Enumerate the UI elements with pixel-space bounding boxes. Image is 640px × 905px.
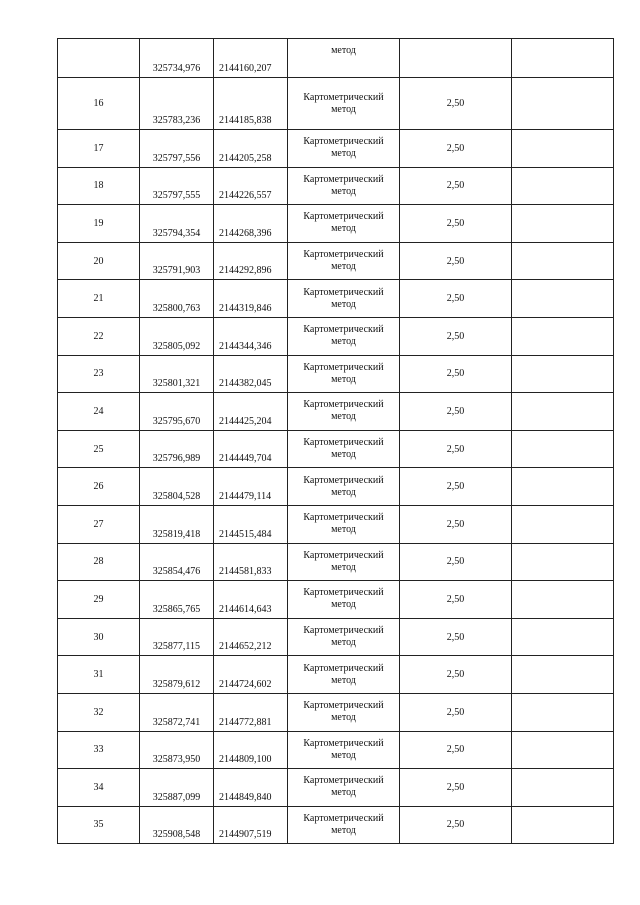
point-number-cell: 34 [58,769,140,807]
point-number-cell: 24 [58,393,140,431]
x-coordinate-cell: 325805,092 [140,317,214,355]
y-coordinate-cell: 2144614,643 [214,581,288,619]
table-row [58,505,614,543]
note-cell [512,581,614,619]
table-row [58,656,614,694]
table-row [58,769,614,807]
accuracy-cell: 2,50 [400,769,512,807]
accuracy-cell: 2,50 [400,693,512,731]
accuracy-cell: 2,50 [400,806,512,844]
x-coordinate-cell: 325877,115 [140,618,214,656]
x-coordinate-cell: 325734,976 [140,39,214,78]
accuracy-cell: 2,50 [400,242,512,280]
point-number-cell: 20 [58,242,140,280]
note-cell [512,543,614,581]
method-cell: Картометрический метод [288,242,400,280]
table-row [58,468,614,506]
point-number-cell: 27 [58,505,140,543]
y-coordinate-cell: 2144185,838 [214,78,288,130]
y-coordinate-cell: 2144772,881 [214,693,288,731]
method-cell: Картометрический метод [288,769,400,807]
y-coordinate-cell: 2144344,346 [214,317,288,355]
method-cell: Картометрический метод [288,393,400,431]
method-cell: Картометрический метод [288,280,400,318]
table-row [58,205,614,243]
method-cell: Картометрический метод [288,581,400,619]
method-cell: Картометрический метод [288,731,400,769]
point-number-cell [58,39,140,78]
x-coordinate-cell: 325801,321 [140,355,214,393]
y-coordinate-cell: 2144849,840 [214,769,288,807]
accuracy-cell: 2,50 [400,618,512,656]
table-row [58,543,614,581]
note-cell [512,769,614,807]
note-cell [512,468,614,506]
point-number-cell: 33 [58,731,140,769]
accuracy-cell: 2,50 [400,581,512,619]
table-row [58,618,614,656]
table-row [58,393,614,431]
table-row [58,130,614,168]
coordinates-table [57,38,614,844]
accuracy-cell: 2,50 [400,205,512,243]
method-cell: Картометрический метод [288,430,400,468]
x-coordinate-cell: 325791,903 [140,242,214,280]
note-cell [512,393,614,431]
y-coordinate-cell: 2144160,207 [214,39,288,78]
table-row [58,731,614,769]
method-cell: Картометрический метод [288,693,400,731]
point-number-cell: 26 [58,468,140,506]
table-row [58,806,614,844]
y-coordinate-cell: 2144581,833 [214,543,288,581]
point-number-cell: 28 [58,543,140,581]
method-cell: метод [288,39,400,78]
accuracy-cell: 2,50 [400,731,512,769]
y-coordinate-cell: 2144205,258 [214,130,288,168]
y-coordinate-cell: 2144226,557 [214,167,288,205]
point-number-cell: 22 [58,317,140,355]
note-cell [512,205,614,243]
y-coordinate-cell: 2144292,896 [214,242,288,280]
point-number-cell: 32 [58,693,140,731]
x-coordinate-cell: 325872,741 [140,693,214,731]
method-cell: Картометрический метод [288,205,400,243]
table-row [58,693,614,731]
note-cell [512,242,614,280]
accuracy-cell: 2,50 [400,430,512,468]
point-number-cell: 16 [58,78,140,130]
y-coordinate-cell: 2144809,100 [214,731,288,769]
x-coordinate-cell: 325797,556 [140,130,214,168]
accuracy-cell: 2,50 [400,543,512,581]
table-row [58,581,614,619]
note-cell [512,505,614,543]
y-coordinate-cell: 2144268,396 [214,205,288,243]
y-coordinate-cell: 2144907,519 [214,806,288,844]
note-cell [512,806,614,844]
x-coordinate-cell: 325783,236 [140,78,214,130]
coordinates-table-body [58,39,614,844]
note-cell [512,731,614,769]
accuracy-cell: 2,50 [400,355,512,393]
method-cell: Картометрический метод [288,78,400,130]
point-number-cell: 17 [58,130,140,168]
accuracy-cell: 2,50 [400,505,512,543]
y-coordinate-cell: 2144479,114 [214,468,288,506]
x-coordinate-cell: 325800,763 [140,280,214,318]
y-coordinate-cell: 2144652,212 [214,618,288,656]
x-coordinate-cell: 325804,528 [140,468,214,506]
y-coordinate-cell: 2144724,602 [214,656,288,694]
table-row [58,355,614,393]
table-row [58,78,614,130]
point-number-cell: 29 [58,581,140,619]
method-cell: Картометрический метод [288,543,400,581]
note-cell [512,130,614,168]
accuracy-cell: 2,50 [400,468,512,506]
note-cell [512,78,614,130]
y-coordinate-cell: 2144425,204 [214,393,288,431]
accuracy-cell: 2,50 [400,393,512,431]
table-row [58,167,614,205]
note-cell [512,39,614,78]
accuracy-cell: 2,50 [400,317,512,355]
note-cell [512,317,614,355]
note-cell [512,430,614,468]
x-coordinate-cell: 325887,099 [140,769,214,807]
x-coordinate-cell: 325794,354 [140,205,214,243]
note-cell [512,618,614,656]
x-coordinate-cell: 325908,548 [140,806,214,844]
method-cell: Картометрический метод [288,317,400,355]
accuracy-cell: 2,50 [400,78,512,130]
point-number-cell: 23 [58,355,140,393]
y-coordinate-cell: 2144319,846 [214,280,288,318]
point-number-cell: 25 [58,430,140,468]
x-coordinate-cell: 325865,765 [140,581,214,619]
accuracy-cell: 2,50 [400,167,512,205]
accuracy-cell: 2,50 [400,280,512,318]
point-number-cell: 18 [58,167,140,205]
x-coordinate-cell: 325854,476 [140,543,214,581]
x-coordinate-cell: 325796,989 [140,430,214,468]
point-number-cell: 21 [58,280,140,318]
table-row [58,317,614,355]
note-cell [512,355,614,393]
point-number-cell: 35 [58,806,140,844]
y-coordinate-cell: 2144449,704 [214,430,288,468]
y-coordinate-cell: 2144515,484 [214,505,288,543]
point-number-cell: 19 [58,205,140,243]
x-coordinate-cell: 325795,670 [140,393,214,431]
method-cell: Картометрический метод [288,618,400,656]
method-cell: Картометрический метод [288,505,400,543]
x-coordinate-cell: 325879,612 [140,656,214,694]
table-row [58,430,614,468]
method-cell: Картометрический метод [288,656,400,694]
point-number-cell: 31 [58,656,140,694]
y-coordinate-cell: 2144382,045 [214,355,288,393]
method-cell: Картометрический метод [288,130,400,168]
method-cell: Картометрический метод [288,806,400,844]
note-cell [512,280,614,318]
method-cell: Картометрический метод [288,167,400,205]
x-coordinate-cell: 325873,950 [140,731,214,769]
method-cell: Картометрический метод [288,355,400,393]
accuracy-cell: 2,50 [400,656,512,694]
point-number-cell: 30 [58,618,140,656]
note-cell [512,693,614,731]
x-coordinate-cell: 325819,418 [140,505,214,543]
table-row [58,242,614,280]
x-coordinate-cell: 325797,555 [140,167,214,205]
table-row [58,280,614,318]
accuracy-cell [400,39,512,78]
method-cell: Картометрический метод [288,468,400,506]
accuracy-cell: 2,50 [400,130,512,168]
table-row [58,39,614,78]
note-cell [512,656,614,694]
note-cell [512,167,614,205]
